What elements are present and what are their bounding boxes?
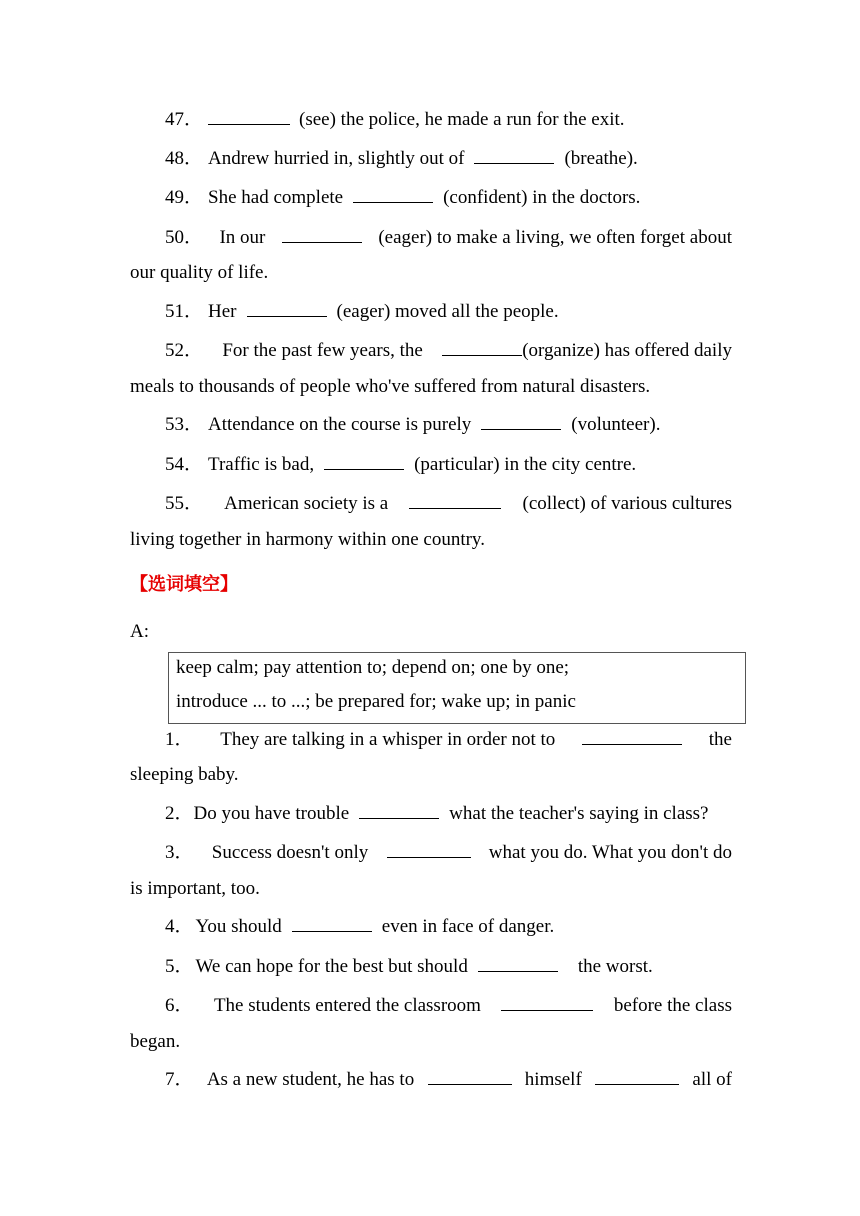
answer-blank[interactable] — [359, 800, 439, 819]
question-text: before the class — [613, 995, 732, 1016]
question-55-continued: living together in harmony within one country. — [130, 529, 485, 550]
question-text: Success doesn't only — [211, 842, 369, 863]
question-6-continued: began. — [130, 1031, 181, 1052]
answer-blank[interactable] — [501, 992, 593, 1011]
question-1-continued: sleeping baby. — [130, 764, 239, 785]
question-52 — [165, 337, 732, 361]
question-5 — [165, 953, 653, 977]
question-text: The students entered the classroom — [213, 995, 481, 1016]
question-text: (collect) of various cultures — [522, 493, 732, 514]
question-text: We can hope for the best but should — [195, 956, 468, 977]
question-6 — [165, 992, 732, 1016]
word-bank-line-1: keep calm; pay attention to; depend on; one by one; — [176, 657, 570, 678]
question-47 — [165, 106, 625, 130]
question-number: 6． — [165, 995, 194, 1016]
question-number: 7． — [165, 1069, 194, 1090]
question-text: In our — [219, 227, 266, 248]
question-text: Traffic is bad, — [208, 454, 315, 475]
question-number: 3． — [165, 842, 194, 863]
question-number: 5． — [165, 956, 194, 977]
question-number: 49． — [165, 187, 204, 208]
question-text: (volunteer). — [571, 414, 661, 435]
question-text: American society is a — [224, 493, 389, 514]
question-number: 55． — [165, 493, 204, 514]
word-bank-box — [168, 652, 746, 724]
answer-blank[interactable] — [387, 839, 471, 858]
question-text: (organize) has offered daily — [522, 340, 732, 361]
question-text: the — [708, 729, 732, 750]
question-number: 47． — [165, 109, 204, 130]
question-3 — [165, 839, 732, 863]
question-text: what you do. What you don't do — [488, 842, 732, 863]
question-number: 54． — [165, 454, 204, 475]
question-text: even in face of danger. — [381, 916, 555, 937]
part-label: A: — [130, 621, 149, 642]
question-text: the worst. — [577, 956, 653, 977]
question-54 — [165, 451, 636, 475]
question-number: 51． — [165, 301, 204, 322]
question-text: (eager) moved all the people. — [336, 301, 559, 322]
question-text: For the past few years, the — [222, 340, 423, 361]
question-text: She had complete — [208, 187, 344, 208]
answer-blank[interactable] — [324, 451, 404, 470]
word-bank-line-2: introduce ... to ...; be prepared for; wake up; in panic — [176, 691, 576, 712]
question-number: 50． — [165, 227, 204, 248]
question-49 — [165, 184, 640, 208]
answer-blank[interactable] — [474, 145, 554, 164]
answer-blank[interactable] — [409, 490, 501, 509]
answer-blank[interactable] — [478, 953, 558, 972]
question-text: They are talking in a whisper in order not to — [220, 729, 556, 750]
question-text: You should — [195, 916, 282, 937]
question-52-continued: meals to thousands of people who've suffered from natural disasters. — [130, 376, 651, 397]
question-number: 2． — [165, 803, 194, 824]
section-title: 【选词填空】 — [130, 574, 238, 595]
question-4 — [165, 913, 554, 937]
question-text: (confident) in the doctors. — [443, 187, 641, 208]
question-number: 53． — [165, 414, 204, 435]
answer-blank[interactable] — [582, 726, 682, 745]
answer-blank[interactable] — [595, 1066, 679, 1085]
question-text: Do you have trouble — [193, 803, 350, 824]
question-text: As a new student, he has to — [206, 1069, 415, 1090]
answer-blank[interactable] — [353, 184, 433, 203]
answer-blank[interactable] — [247, 298, 327, 317]
question-50-continued: our quality of life. — [130, 262, 269, 283]
question-text: Andrew hurried in, slightly out of — [208, 148, 465, 169]
question-text: all of — [692, 1069, 732, 1090]
question-48 — [165, 145, 638, 169]
question-number: 48． — [165, 148, 204, 169]
question-55 — [165, 490, 732, 514]
answer-blank[interactable] — [208, 106, 290, 125]
question-text: (particular) in the city centre. — [414, 454, 637, 475]
question-number: 1． — [165, 729, 194, 750]
question-2 — [165, 800, 708, 824]
question-text: (eager) to make a living, we often forget about — [378, 227, 732, 248]
question-text: what the teacher's saying in class? — [449, 803, 709, 824]
question-text: Her — [208, 301, 237, 322]
answer-blank[interactable] — [282, 224, 362, 243]
question-50 — [165, 224, 732, 248]
question-1 — [165, 726, 732, 750]
question-text: (breathe). — [564, 148, 638, 169]
answer-blank[interactable] — [292, 913, 372, 932]
question-text: himself — [524, 1069, 582, 1090]
question-number: 4． — [165, 916, 194, 937]
question-7 — [165, 1066, 732, 1090]
question-text: Attendance on the course is purely — [208, 414, 472, 435]
answer-blank[interactable] — [481, 411, 561, 430]
question-number: 52． — [165, 340, 204, 361]
question-53 — [165, 411, 660, 435]
answer-blank[interactable] — [442, 337, 522, 356]
question-51 — [165, 298, 559, 322]
question-text: (see) the police, he made a run for the exit. — [299, 109, 625, 130]
question-3-continued: is important, too. — [130, 878, 260, 899]
answer-blank[interactable] — [428, 1066, 512, 1085]
